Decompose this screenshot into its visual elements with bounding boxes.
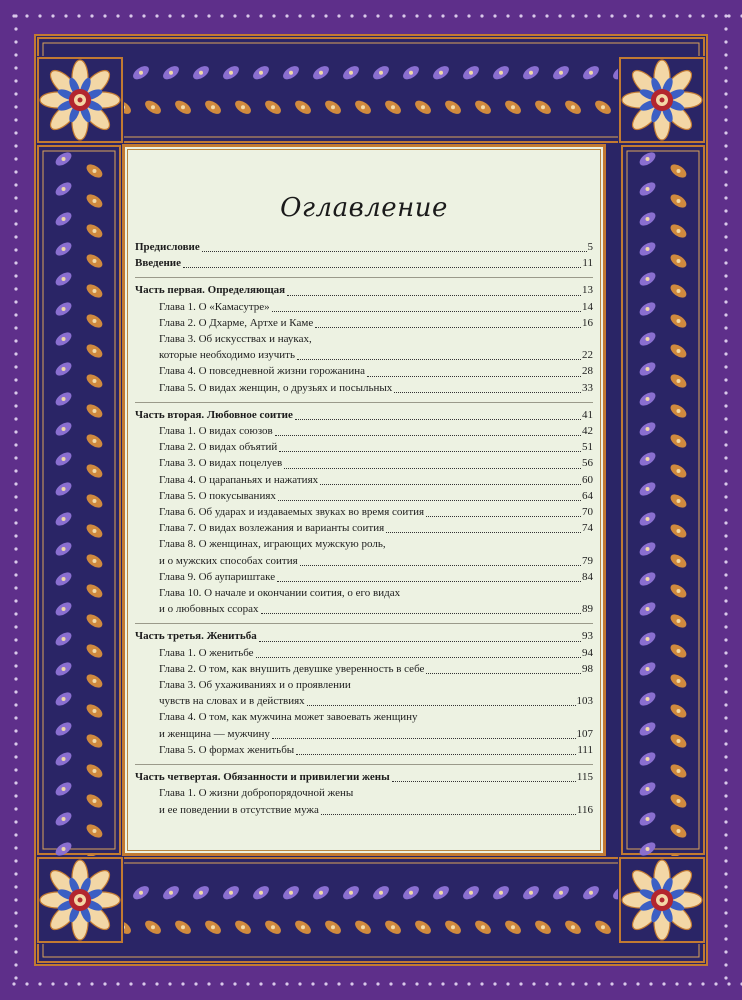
page-number: 51 <box>582 441 593 454</box>
toc-chapter-entry[interactable] <box>135 488 593 504</box>
entry-title: Часть первая. Определяющая <box>135 284 286 297</box>
entry-title: Глава 2. О видах объятий <box>159 441 278 454</box>
rosette-bottom-right-icon <box>618 856 706 944</box>
entry-title: Введение <box>135 257 182 270</box>
ornament-band-left <box>36 144 122 856</box>
page-number: 41 <box>582 408 593 421</box>
page-number: 11 <box>582 257 593 270</box>
dot-leader <box>277 580 581 582</box>
ornament-band-right <box>620 144 706 856</box>
dot-leader <box>297 358 581 360</box>
entry-title: Глава 1. О «Камасутре» <box>159 300 270 313</box>
entry-title: Глава 5. О формах женитьбы <box>159 743 295 756</box>
page-number: 64 <box>582 489 593 502</box>
section-divider <box>135 764 593 765</box>
page-number: 13 <box>582 284 593 297</box>
entry-title: Глава 5. О видах женщин, о друзьях и посыльных <box>159 381 393 394</box>
page-number: 103 <box>576 695 593 708</box>
toc-front-entry[interactable] <box>135 255 593 271</box>
dot-leader <box>261 612 581 614</box>
entry-last-line <box>159 726 593 742</box>
dot-leader <box>296 753 576 755</box>
entry-title-line: Глава 4. О том, как мужчина может завоевать женщину <box>159 711 418 724</box>
toc-part-entry[interactable] <box>135 282 593 298</box>
entry-title: Предисловие <box>135 241 200 253</box>
toc-chapter-entry[interactable] <box>135 439 593 455</box>
toc-chapter-entry[interactable] <box>135 569 593 585</box>
toc-part-entry[interactable] <box>135 628 593 644</box>
page-number: 60 <box>582 473 593 486</box>
page-number: 79 <box>582 554 593 567</box>
page-number: 94 <box>582 646 593 659</box>
page-number: 116 <box>576 803 593 816</box>
toc-chapter-entry[interactable] <box>135 472 593 488</box>
entry-title: Глава 7. О видах возлежания и варианты соития <box>159 522 385 535</box>
toc-part-entry[interactable] <box>135 769 593 785</box>
page-number: 70 <box>582 506 593 519</box>
contents-panel <box>122 144 606 856</box>
rosette-top-right-icon <box>618 56 706 144</box>
page-number: 98 <box>582 662 593 675</box>
toc-chapter-entry[interactable] <box>135 645 593 661</box>
dot-leader <box>426 515 581 517</box>
dot-leader <box>202 250 587 252</box>
page-number: 115 <box>576 771 593 784</box>
entry-last-line <box>159 347 593 363</box>
entry-title: Часть четвертая. Обязанности и привилегии жены <box>135 771 390 784</box>
dot-leader <box>307 704 576 706</box>
dot-leader <box>392 780 576 782</box>
page-number: 16 <box>582 316 593 329</box>
ornament-band-top <box>36 36 706 144</box>
dot-leader <box>367 375 581 377</box>
rosette-top-left-icon <box>36 56 124 144</box>
entry-title: Глава 9. Об аупариштаке <box>159 570 276 583</box>
dot-leader <box>183 266 581 268</box>
toc-chapter-entry[interactable] <box>135 785 593 817</box>
toc-chapter-entry[interactable] <box>135 709 593 741</box>
entry-title-line: Глава 3. Об ухаживаниях и о проявлении <box>159 679 351 692</box>
toc-part-entry[interactable] <box>135 407 593 423</box>
page-number: 74 <box>582 522 593 535</box>
page-number: 93 <box>582 630 593 643</box>
section-divider <box>135 402 593 403</box>
page-title: Оглавление <box>280 193 448 223</box>
page-number: 107 <box>576 727 593 740</box>
rosette-bottom-left-icon <box>36 856 124 944</box>
page-number: 14 <box>582 300 593 313</box>
dot-leader <box>278 499 581 501</box>
ornament-band-bottom <box>36 856 706 964</box>
dot-leader <box>426 672 581 674</box>
toc-chapter-entry[interactable] <box>135 315 593 331</box>
section-divider <box>135 277 593 278</box>
toc-chapter-entry[interactable] <box>135 331 593 363</box>
dot-leader <box>284 467 581 469</box>
entry-title: Глава 4. О повседневной жизни горожанина <box>159 365 365 378</box>
dot-leader <box>256 656 581 658</box>
toc-chapter-entry[interactable] <box>135 520 593 536</box>
dot-leader <box>279 450 581 452</box>
entry-title: и ее поведении в отсутствие мужа <box>159 803 319 816</box>
page-number: 42 <box>582 425 593 438</box>
entry-title-line: Глава 1. О жизни добропорядочной жены <box>159 787 354 800</box>
entry-title: Глава 1. О женитьбе <box>159 646 254 659</box>
entry-last-line <box>159 553 593 569</box>
page-number: 111 <box>577 743 593 756</box>
dot-leader <box>386 531 581 533</box>
entry-title: Глава 5. О покусываниях <box>159 489 276 502</box>
dot-leader <box>275 434 581 436</box>
entry-title: Глава 4. О царапаньях и нажатиях <box>159 473 319 486</box>
toc-front-entry[interactable] <box>135 239 593 255</box>
dot-leader <box>287 294 581 296</box>
entry-title-line: Глава 8. О женщинах, играющих мужскую роль, <box>159 538 386 551</box>
dot-leader <box>259 640 581 642</box>
toc-chapter-entry[interactable] <box>135 536 593 568</box>
entry-last-line <box>159 802 593 818</box>
entry-title: Глава 6. Об ударах и издаваемых звуках во время соития <box>159 506 425 519</box>
entry-title-line: Глава 10. О начале и окончании соития, о его видах <box>159 587 401 600</box>
entry-last-line <box>159 601 593 617</box>
entry-title: Глава 3. О видах поцелуев <box>159 457 283 470</box>
entry-title: Часть вторая. Любовное соитие <box>135 408 293 421</box>
page-number: 33 <box>582 381 593 394</box>
page-number: 56 <box>582 457 593 470</box>
entry-title: и о мужских способах соития <box>159 554 298 567</box>
toc-chapter-entry[interactable] <box>135 423 593 439</box>
entry-last-line <box>159 693 593 709</box>
page-number: 22 <box>582 349 593 362</box>
entry-title: и женщина — мужчину <box>159 727 270 740</box>
page-number: 5 <box>587 241 593 253</box>
entry-title: которые необходимо изучить <box>159 349 295 362</box>
dot-leader <box>272 310 581 312</box>
toc-chapter-entry[interactable] <box>135 661 593 677</box>
page-number: 84 <box>582 570 593 583</box>
toc-chapter-entry[interactable] <box>135 363 593 379</box>
toc-chapter-entry[interactable] <box>135 677 593 709</box>
dot-leader <box>394 391 581 393</box>
entry-title: Глава 1. О видах союзов <box>159 425 273 438</box>
dot-leader <box>272 737 576 739</box>
toc-chapter-entry[interactable] <box>135 380 593 396</box>
dot-leader <box>295 418 581 420</box>
page-number: 89 <box>582 603 593 616</box>
table-of-contents <box>135 239 593 818</box>
dot-leader <box>320 483 581 485</box>
toc-chapter-entry[interactable] <box>135 585 593 617</box>
toc-chapter-entry[interactable] <box>135 299 593 315</box>
entry-title: Глава 2. О том, как внушить девушке уверенность в себе <box>159 662 425 675</box>
entry-title: Часть третья. Женитьба <box>135 630 257 643</box>
toc-chapter-entry[interactable] <box>135 504 593 520</box>
entry-title: и о любовных ссорах <box>159 603 259 616</box>
entry-title: чувств на словах и в действиях <box>159 695 305 708</box>
section-divider <box>135 623 593 624</box>
entry-title-line: Глава 3. Об искусствах и науках, <box>159 333 312 346</box>
entry-title: Глава 2. О Дхарме, Артхе и Каме <box>159 316 314 329</box>
dot-leader <box>321 813 576 815</box>
dot-leader <box>300 564 581 566</box>
toc-chapter-entry[interactable] <box>135 742 593 758</box>
page-number: 28 <box>582 365 593 378</box>
dot-leader <box>315 326 581 328</box>
toc-chapter-entry[interactable] <box>135 455 593 471</box>
